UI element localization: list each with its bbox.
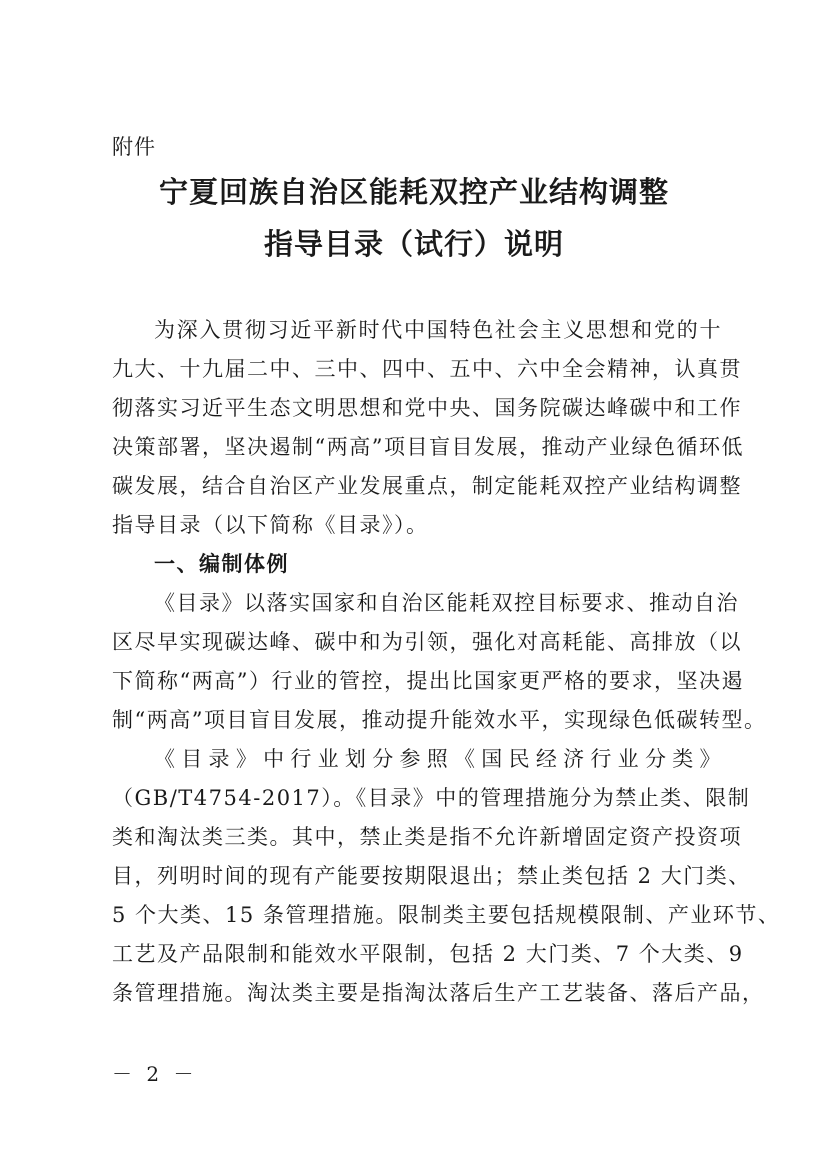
paragraph-2-line: 《目录》以落实国家和自治区能耗双控目标要求、推动自治 [154,591,739,615]
page-number: － 2 － [112,1062,198,1086]
paragraph-1-line: 彻落实习近平生态文明思想和党中央、国务院碳达峰碳中和工作 [112,396,742,420]
paragraph-1-line: 指导目录（以下简称《目录》）。 [112,513,429,537]
paragraph-3-line: （GB/T4754-2017）。《目录》中的管理措施分为禁止类、限制 [112,786,751,810]
document-title-line-2: 指导目录（试行）说明 [263,227,564,261]
paragraph-2-line: 区尽早实现碳达峰、碳中和为引领，强化对高耗能、高排放（以 [112,630,742,654]
document-body [112,311,781,1013]
paragraph-3-line: 工艺及产品限制和能效水平限制，包括 2 大门类、7 个大类、9 [112,942,744,966]
paragraph-3-line: 类和淘汰类三类。其中，禁止类是指不允许新增固定资产投资项 [112,825,742,849]
paragraph-3-line: 条管理措施。淘汰类主要是指淘汰落后生产工艺装备、落后产品， [112,981,765,1005]
paragraph-2-line: 下简称“两高”）行业的管控，提出比国家更严格的要求，坚决遏 [112,669,744,693]
section-heading: 一、编制体例 [154,552,289,576]
paragraph-3-line: 5 个大类、15 条管理措施。限制类主要包括规模限制、产业环节、 [112,903,781,927]
document-title-line-1: 宁夏回族自治区能耗双控产业结构调整 [158,175,669,209]
paragraph-1-line: 碳发展，结合自治区产业发展重点，制定能耗双控产业结构调整 [112,474,742,498]
paragraph-1-line: 九大、十九届二中、三中、四中、五中、六中全会精神，认真贯 [112,357,742,381]
paragraph-3-line: 《目录》中行业划分参照《国民经济行业分类》 [154,747,722,771]
paragraph-1-line: 为深入贯彻习近平新时代中国特色社会主义思想和党的十 [154,318,722,342]
paragraph-2-line: 制“两高”项目盲目发展，推动提升能效水平，实现绿色低碳转型。 [112,708,767,732]
paragraph-1-line: 决策部署，坚决遏制“两高”项目盲目发展，推动产业绿色循环低 [112,435,744,459]
paragraph-3-line: 目，列明时间的现有产能要按期限退出；禁止类包括 2 大门类、 [112,864,751,888]
attachment-label: 附件 [112,135,156,159]
